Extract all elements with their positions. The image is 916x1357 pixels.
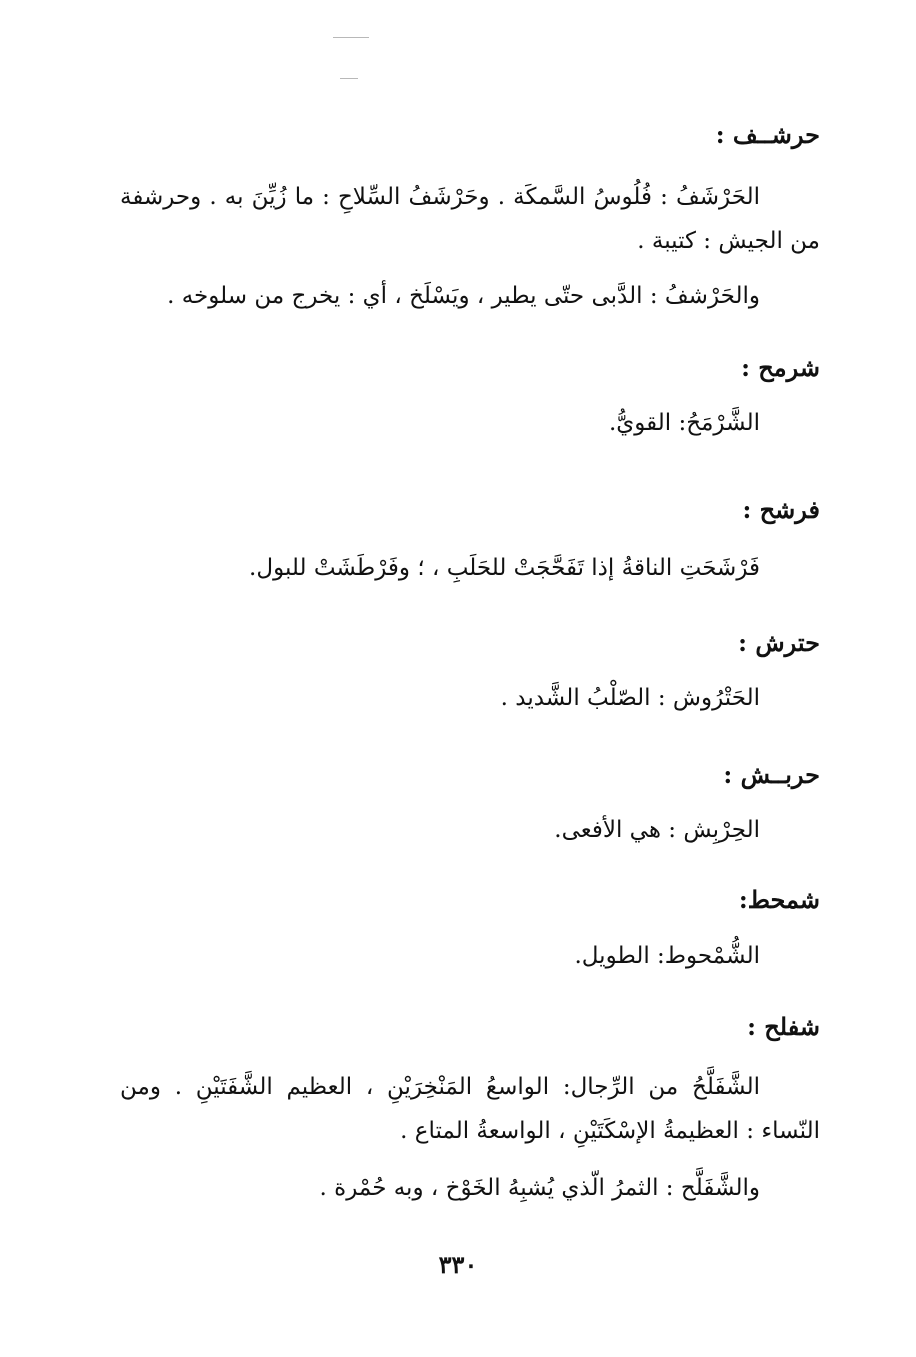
entry-paragraph: الشَّفَلَّحُ من الرِّجال: الواسعُ المَنْخِرَيْنِ ، العظيم الشَّفَتَيْنِ . ومن النّساء : العظيمةُ الإسْكَتَيْنِ ، الواسعةُ المتاع . — [120, 1074, 820, 1144]
entry-heading: حترش : — [738, 628, 820, 657]
scan-mark — [340, 78, 358, 79]
entry-paragraph: الحَرْشَفُ : فُلُوسُ السَّمكَة . وحَرْشَفُ السِّلاحِ : ما زُيِّنَ به . وحرشفة من الجيش : كتيبة . — [120, 184, 820, 254]
entry-paragraph: الحَتْرُوش : الصّلْبُ الشَّديد . — [500, 685, 760, 711]
scan-mark — [333, 37, 369, 38]
entry-paragraph: والشَّفَلَّح : الثمرُ الّذي يُشبِهُ الخَوْخ ، وبه حُمْرة . — [319, 1175, 760, 1201]
entry-paragraph: الشُّمْحوط: الطويل. — [574, 943, 760, 969]
entry-heading: شفلح : — [747, 1012, 820, 1041]
entry-heading: شرمح : — [741, 353, 820, 382]
entry-paragraph: الحِرْبِش : هي الأفعى. — [554, 817, 760, 843]
entry-paragraph: والحَرْشفُ : الدَّبى حتّى يطير ، ويَسْلَخ ، أي : يخرج من سلوخه . — [167, 283, 760, 309]
entry-paragraph: الشَّرْمَحُ: القويُّ. — [608, 410, 760, 436]
entry-heading: شمحط: — [738, 885, 820, 914]
entry-heading: فرشح : — [742, 495, 820, 524]
entry-heading: حرشــف : — [715, 120, 820, 149]
entry-heading: حربــش : — [723, 760, 820, 789]
page-number: ٣٣٠ — [438, 1250, 478, 1279]
entry-paragraph: فَرْشَحَتِ الناقةُ إذا تَفَحَّجَتْ للحَلَبِ ، ؛ وفَرْطَشَتْ للبول. — [249, 555, 760, 581]
